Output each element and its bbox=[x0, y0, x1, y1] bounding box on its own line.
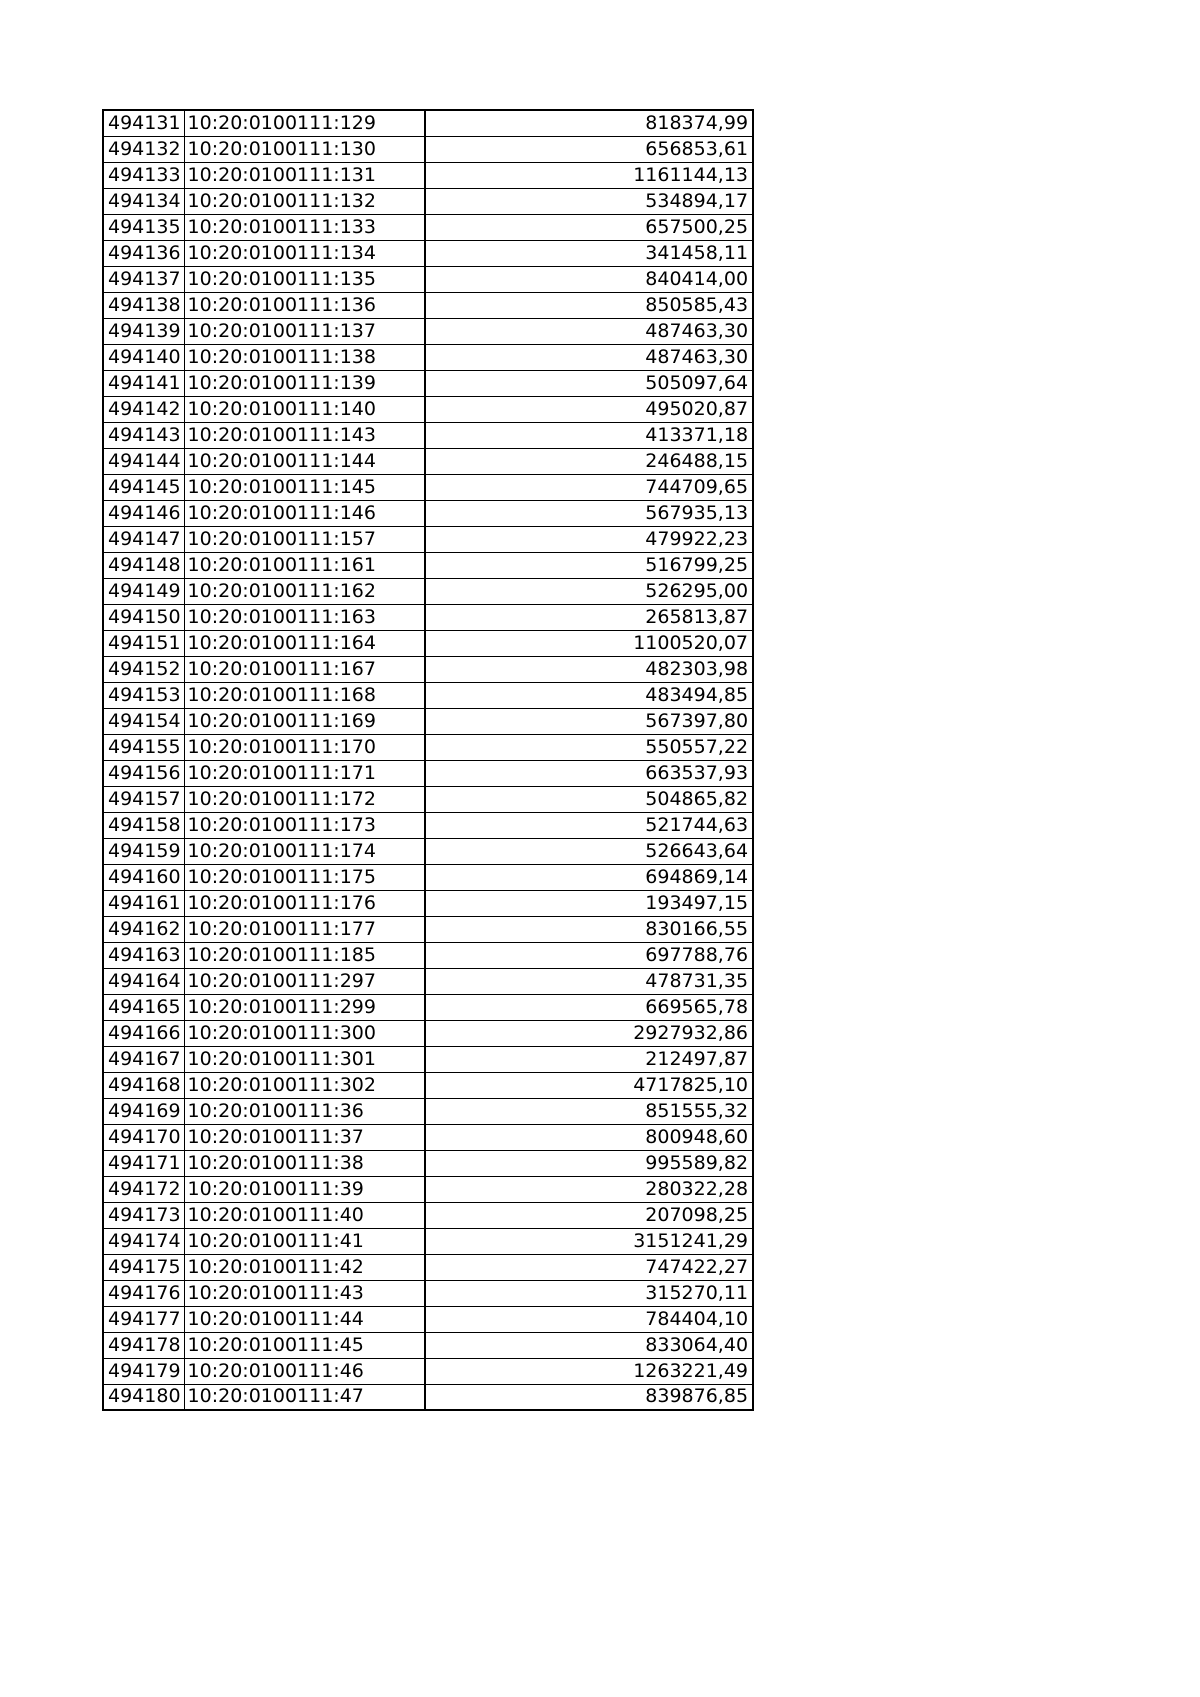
cadastral-number-cell: 10:20:0100111:145 bbox=[184, 474, 425, 500]
cadastral-number-cell: 10:20:0100111:172 bbox=[184, 786, 425, 812]
table-row bbox=[103, 682, 753, 708]
cadastral-number-cell: 10:20:0100111:173 bbox=[184, 812, 425, 838]
row-id-cell: 494172 bbox=[103, 1176, 184, 1202]
value-cell: 479922,23 bbox=[425, 526, 753, 552]
value-cell: 657500,25 bbox=[425, 214, 753, 240]
cadastral-number-cell: 10:20:0100111:171 bbox=[184, 760, 425, 786]
cadastral-number-cell: 10:20:0100111:157 bbox=[184, 526, 425, 552]
cadastral-number-cell: 10:20:0100111:135 bbox=[184, 266, 425, 292]
table-row bbox=[103, 292, 753, 318]
cadastral-number-cell: 10:20:0100111:174 bbox=[184, 838, 425, 864]
cadastral-number-cell: 10:20:0100111:297 bbox=[184, 968, 425, 994]
value-cell: 526295,00 bbox=[425, 578, 753, 604]
cadastral-number-cell: 10:20:0100111:167 bbox=[184, 656, 425, 682]
value-cell: 850585,43 bbox=[425, 292, 753, 318]
value-cell: 747422,27 bbox=[425, 1254, 753, 1280]
row-id-cell: 494147 bbox=[103, 526, 184, 552]
cadastral-number-cell: 10:20:0100111:302 bbox=[184, 1072, 425, 1098]
table-row bbox=[103, 942, 753, 968]
table-row bbox=[103, 1020, 753, 1046]
value-cell: 483494,85 bbox=[425, 682, 753, 708]
cadastral-number-cell: 10:20:0100111:137 bbox=[184, 318, 425, 344]
cadastral-number-cell: 10:20:0100111:143 bbox=[184, 422, 425, 448]
table-row bbox=[103, 500, 753, 526]
value-cell: 697788,76 bbox=[425, 942, 753, 968]
row-id-cell: 494167 bbox=[103, 1046, 184, 1072]
value-cell: 526643,64 bbox=[425, 838, 753, 864]
table-row bbox=[103, 370, 753, 396]
table-row bbox=[103, 604, 753, 630]
table-row bbox=[103, 786, 753, 812]
value-cell: 694869,14 bbox=[425, 864, 753, 890]
table-row bbox=[103, 1280, 753, 1306]
row-id-cell: 494149 bbox=[103, 578, 184, 604]
cadastral-number-cell: 10:20:0100111:163 bbox=[184, 604, 425, 630]
row-id-cell: 494131 bbox=[103, 110, 184, 136]
value-cell: 567397,80 bbox=[425, 708, 753, 734]
cadastral-number-cell: 10:20:0100111:144 bbox=[184, 448, 425, 474]
table-row bbox=[103, 916, 753, 942]
row-id-cell: 494157 bbox=[103, 786, 184, 812]
value-cell: 413371,18 bbox=[425, 422, 753, 448]
value-cell: 669565,78 bbox=[425, 994, 753, 1020]
table-row bbox=[103, 266, 753, 292]
row-id-cell: 494165 bbox=[103, 994, 184, 1020]
table-row bbox=[103, 1124, 753, 1150]
cadastral-number-cell: 10:20:0100111:45 bbox=[184, 1332, 425, 1358]
value-cell: 341458,11 bbox=[425, 240, 753, 266]
table-row bbox=[103, 1228, 753, 1254]
value-cell: 784404,10 bbox=[425, 1306, 753, 1332]
table-row bbox=[103, 344, 753, 370]
value-cell: 818374,99 bbox=[425, 110, 753, 136]
value-cell: 212497,87 bbox=[425, 1046, 753, 1072]
value-cell: 744709,65 bbox=[425, 474, 753, 500]
table-row bbox=[103, 578, 753, 604]
row-id-cell: 494175 bbox=[103, 1254, 184, 1280]
row-id-cell: 494132 bbox=[103, 136, 184, 162]
cadastral-number-cell: 10:20:0100111:132 bbox=[184, 188, 425, 214]
value-cell: 995589,82 bbox=[425, 1150, 753, 1176]
row-id-cell: 494153 bbox=[103, 682, 184, 708]
value-cell: 315270,11 bbox=[425, 1280, 753, 1306]
value-cell: 550557,22 bbox=[425, 734, 753, 760]
value-cell: 487463,30 bbox=[425, 318, 753, 344]
cadastral-number-cell: 10:20:0100111:164 bbox=[184, 630, 425, 656]
value-cell: 2927932,86 bbox=[425, 1020, 753, 1046]
value-cell: 521744,63 bbox=[425, 812, 753, 838]
table-body bbox=[103, 110, 753, 1410]
row-id-cell: 494150 bbox=[103, 604, 184, 630]
table-row bbox=[103, 734, 753, 760]
value-cell: 656853,61 bbox=[425, 136, 753, 162]
row-id-cell: 494134 bbox=[103, 188, 184, 214]
value-cell: 840414,00 bbox=[425, 266, 753, 292]
table-row bbox=[103, 1176, 753, 1202]
row-id-cell: 494163 bbox=[103, 942, 184, 968]
table-row bbox=[103, 968, 753, 994]
cadastral-number-cell: 10:20:0100111:138 bbox=[184, 344, 425, 370]
value-cell: 246488,15 bbox=[425, 448, 753, 474]
value-cell: 663537,93 bbox=[425, 760, 753, 786]
value-cell: 207098,25 bbox=[425, 1202, 753, 1228]
row-id-cell: 494135 bbox=[103, 214, 184, 240]
row-id-cell: 494139 bbox=[103, 318, 184, 344]
cadastral-number-cell: 10:20:0100111:161 bbox=[184, 552, 425, 578]
table-row bbox=[103, 994, 753, 1020]
table-row bbox=[103, 318, 753, 344]
row-id-cell: 494148 bbox=[103, 552, 184, 578]
value-cell: 3151241,29 bbox=[425, 1228, 753, 1254]
value-cell: 800948,60 bbox=[425, 1124, 753, 1150]
value-cell: 280322,28 bbox=[425, 1176, 753, 1202]
row-id-cell: 494166 bbox=[103, 1020, 184, 1046]
row-id-cell: 494170 bbox=[103, 1124, 184, 1150]
table-row bbox=[103, 396, 753, 422]
value-cell: 839876,85 bbox=[425, 1384, 753, 1410]
table-row bbox=[103, 838, 753, 864]
cadastral-number-cell: 10:20:0100111:44 bbox=[184, 1306, 425, 1332]
cadastral-number-cell: 10:20:0100111:130 bbox=[184, 136, 425, 162]
cadastral-number-cell: 10:20:0100111:177 bbox=[184, 916, 425, 942]
row-id-cell: 494171 bbox=[103, 1150, 184, 1176]
row-id-cell: 494174 bbox=[103, 1228, 184, 1254]
value-cell: 830166,55 bbox=[425, 916, 753, 942]
row-id-cell: 494146 bbox=[103, 500, 184, 526]
cadastral-number-cell: 10:20:0100111:162 bbox=[184, 578, 425, 604]
cadastral-number-cell: 10:20:0100111:40 bbox=[184, 1202, 425, 1228]
table-row bbox=[103, 422, 753, 448]
cadastral-number-cell: 10:20:0100111:36 bbox=[184, 1098, 425, 1124]
value-cell: 265813,87 bbox=[425, 604, 753, 630]
row-id-cell: 494133 bbox=[103, 162, 184, 188]
value-cell: 851555,32 bbox=[425, 1098, 753, 1124]
cadastral-number-cell: 10:20:0100111:134 bbox=[184, 240, 425, 266]
cadastral-number-cell: 10:20:0100111:43 bbox=[184, 1280, 425, 1306]
row-id-cell: 494141 bbox=[103, 370, 184, 396]
value-cell: 1100520,07 bbox=[425, 630, 753, 656]
cadastral-number-cell: 10:20:0100111:133 bbox=[184, 214, 425, 240]
value-cell: 505097,64 bbox=[425, 370, 753, 396]
row-id-cell: 494179 bbox=[103, 1358, 184, 1384]
cadastral-number-cell: 10:20:0100111:175 bbox=[184, 864, 425, 890]
row-id-cell: 494144 bbox=[103, 448, 184, 474]
row-id-cell: 494138 bbox=[103, 292, 184, 318]
row-id-cell: 494176 bbox=[103, 1280, 184, 1306]
cadastral-number-cell: 10:20:0100111:129 bbox=[184, 110, 425, 136]
cadastral-number-cell: 10:20:0100111:47 bbox=[184, 1384, 425, 1410]
value-cell: 1161144,13 bbox=[425, 162, 753, 188]
table-row bbox=[103, 890, 753, 916]
row-id-cell: 494173 bbox=[103, 1202, 184, 1228]
cadastral-number-cell: 10:20:0100111:300 bbox=[184, 1020, 425, 1046]
table-row bbox=[103, 1306, 753, 1332]
table-row bbox=[103, 1098, 753, 1124]
row-id-cell: 494152 bbox=[103, 656, 184, 682]
cadastral-number-cell: 10:20:0100111:39 bbox=[184, 1176, 425, 1202]
row-id-cell: 494180 bbox=[103, 1384, 184, 1410]
cadastral-number-cell: 10:20:0100111:170 bbox=[184, 734, 425, 760]
value-cell: 193497,15 bbox=[425, 890, 753, 916]
table-row bbox=[103, 1046, 753, 1072]
row-id-cell: 494161 bbox=[103, 890, 184, 916]
value-cell: 495020,87 bbox=[425, 396, 753, 422]
value-cell: 504865,82 bbox=[425, 786, 753, 812]
row-id-cell: 494151 bbox=[103, 630, 184, 656]
table-row bbox=[103, 188, 753, 214]
cadastral-number-cell: 10:20:0100111:168 bbox=[184, 682, 425, 708]
table-row bbox=[103, 474, 753, 500]
cadastral-number-cell: 10:20:0100111:131 bbox=[184, 162, 425, 188]
row-id-cell: 494142 bbox=[103, 396, 184, 422]
value-cell: 1263221,49 bbox=[425, 1358, 753, 1384]
cadastral-number-cell: 10:20:0100111:146 bbox=[184, 500, 425, 526]
table-row bbox=[103, 526, 753, 552]
table-row bbox=[103, 110, 753, 136]
table-row bbox=[103, 1332, 753, 1358]
row-id-cell: 494140 bbox=[103, 344, 184, 370]
value-cell: 478731,35 bbox=[425, 968, 753, 994]
table-row bbox=[103, 1202, 753, 1228]
row-id-cell: 494154 bbox=[103, 708, 184, 734]
cadastral-number-cell: 10:20:0100111:41 bbox=[184, 1228, 425, 1254]
value-cell: 516799,25 bbox=[425, 552, 753, 578]
row-id-cell: 494155 bbox=[103, 734, 184, 760]
row-id-cell: 494159 bbox=[103, 838, 184, 864]
table-row bbox=[103, 812, 753, 838]
table-row bbox=[103, 630, 753, 656]
table-row bbox=[103, 708, 753, 734]
cadastral-value-table bbox=[102, 109, 754, 1411]
value-cell: 482303,98 bbox=[425, 656, 753, 682]
table-row bbox=[103, 1358, 753, 1384]
row-id-cell: 494158 bbox=[103, 812, 184, 838]
cadastral-number-cell: 10:20:0100111:185 bbox=[184, 942, 425, 968]
cadastral-number-cell: 10:20:0100111:176 bbox=[184, 890, 425, 916]
table-row bbox=[103, 1150, 753, 1176]
cadastral-number-cell: 10:20:0100111:139 bbox=[184, 370, 425, 396]
cadastral-number-cell: 10:20:0100111:169 bbox=[184, 708, 425, 734]
row-id-cell: 494145 bbox=[103, 474, 184, 500]
table-row bbox=[103, 1254, 753, 1280]
table-row bbox=[103, 1072, 753, 1098]
table-row bbox=[103, 656, 753, 682]
table-row bbox=[103, 760, 753, 786]
cadastral-number-cell: 10:20:0100111:301 bbox=[184, 1046, 425, 1072]
cadastral-number-cell: 10:20:0100111:37 bbox=[184, 1124, 425, 1150]
cadastral-number-cell: 10:20:0100111:140 bbox=[184, 396, 425, 422]
table-row bbox=[103, 214, 753, 240]
row-id-cell: 494136 bbox=[103, 240, 184, 266]
table-row bbox=[103, 240, 753, 266]
cadastral-number-cell: 10:20:0100111:299 bbox=[184, 994, 425, 1020]
row-id-cell: 494169 bbox=[103, 1098, 184, 1124]
row-id-cell: 494162 bbox=[103, 916, 184, 942]
row-id-cell: 494143 bbox=[103, 422, 184, 448]
cadastral-number-cell: 10:20:0100111:136 bbox=[184, 292, 425, 318]
table-row bbox=[103, 552, 753, 578]
row-id-cell: 494177 bbox=[103, 1306, 184, 1332]
table-row bbox=[103, 1384, 753, 1410]
value-cell: 567935,13 bbox=[425, 500, 753, 526]
table-row bbox=[103, 864, 753, 890]
value-cell: 833064,40 bbox=[425, 1332, 753, 1358]
cadastral-number-cell: 10:20:0100111:42 bbox=[184, 1254, 425, 1280]
table-row bbox=[103, 162, 753, 188]
value-cell: 534894,17 bbox=[425, 188, 753, 214]
cadastral-number-cell: 10:20:0100111:38 bbox=[184, 1150, 425, 1176]
row-id-cell: 494160 bbox=[103, 864, 184, 890]
table-row bbox=[103, 136, 753, 162]
table-row bbox=[103, 448, 753, 474]
value-cell: 487463,30 bbox=[425, 344, 753, 370]
cadastral-number-cell: 10:20:0100111:46 bbox=[184, 1358, 425, 1384]
row-id-cell: 494168 bbox=[103, 1072, 184, 1098]
row-id-cell: 494137 bbox=[103, 266, 184, 292]
value-cell: 4717825,10 bbox=[425, 1072, 753, 1098]
row-id-cell: 494178 bbox=[103, 1332, 184, 1358]
row-id-cell: 494156 bbox=[103, 760, 184, 786]
row-id-cell: 494164 bbox=[103, 968, 184, 994]
